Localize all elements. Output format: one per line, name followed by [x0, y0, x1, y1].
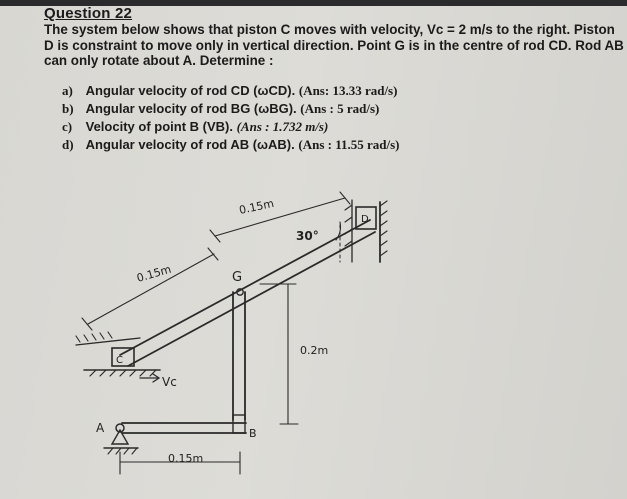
label-point-b: B [249, 427, 257, 440]
label-point-g: G [232, 270, 243, 285]
item-text: Angular velocity of rod BG (ωBG). [85, 101, 297, 116]
item-answer: (Ans : 11.55 rad/s) [298, 137, 400, 152]
ground-hatch-c [90, 370, 156, 376]
guide-line-c [76, 338, 140, 345]
guide-d-left-hatch [345, 205, 352, 246]
item-text: Angular velocity of rod CD (ωCD). [85, 83, 296, 98]
label-angle: 30° [296, 229, 319, 243]
item-label: a) [62, 83, 73, 98]
label-height: 0.2m [300, 344, 329, 357]
label-velocity-c: Vc [162, 375, 177, 389]
label-cd-lower: 0.15m [135, 262, 173, 285]
item-label: c) [62, 119, 73, 134]
label-point-c: C [116, 355, 123, 366]
question-title: Question 22 [44, 5, 133, 22]
item-text: Velocity of point B (VB). [85, 119, 233, 134]
label-cd-upper: 0.15m [237, 196, 276, 217]
pivot-a-hatch [108, 448, 137, 454]
label-ab-length: 0.15m [168, 452, 204, 465]
guide-hatch-c [76, 332, 112, 342]
guide-d-hatch [380, 201, 387, 256]
item-answer: (Ans: 13.33 rad/s) [298, 83, 398, 98]
item-answer: (Ans : 1.732 m/s) [236, 119, 329, 134]
label-point-d: D [361, 214, 369, 225]
item-label: d) [62, 137, 74, 152]
item-text: Angular velocity of rod AB (ωAB). [85, 137, 295, 152]
label-point-a: A [96, 421, 105, 435]
dim-line-upper [215, 198, 345, 236]
item-label: b) [62, 101, 74, 116]
item-answer: (Ans : 5 rad/s) [300, 101, 380, 116]
joint-b [233, 415, 245, 433]
rod-cd-lower-edge [128, 232, 375, 366]
question-intro: The system below shows that piston C moves with velocity, Vc = 2 m/s to the right. Piston D is constraint to move only in vertical direction. Point G is in the centre of rod CD. Rod AB can only rotate about A. Determine : [44, 22, 624, 68]
